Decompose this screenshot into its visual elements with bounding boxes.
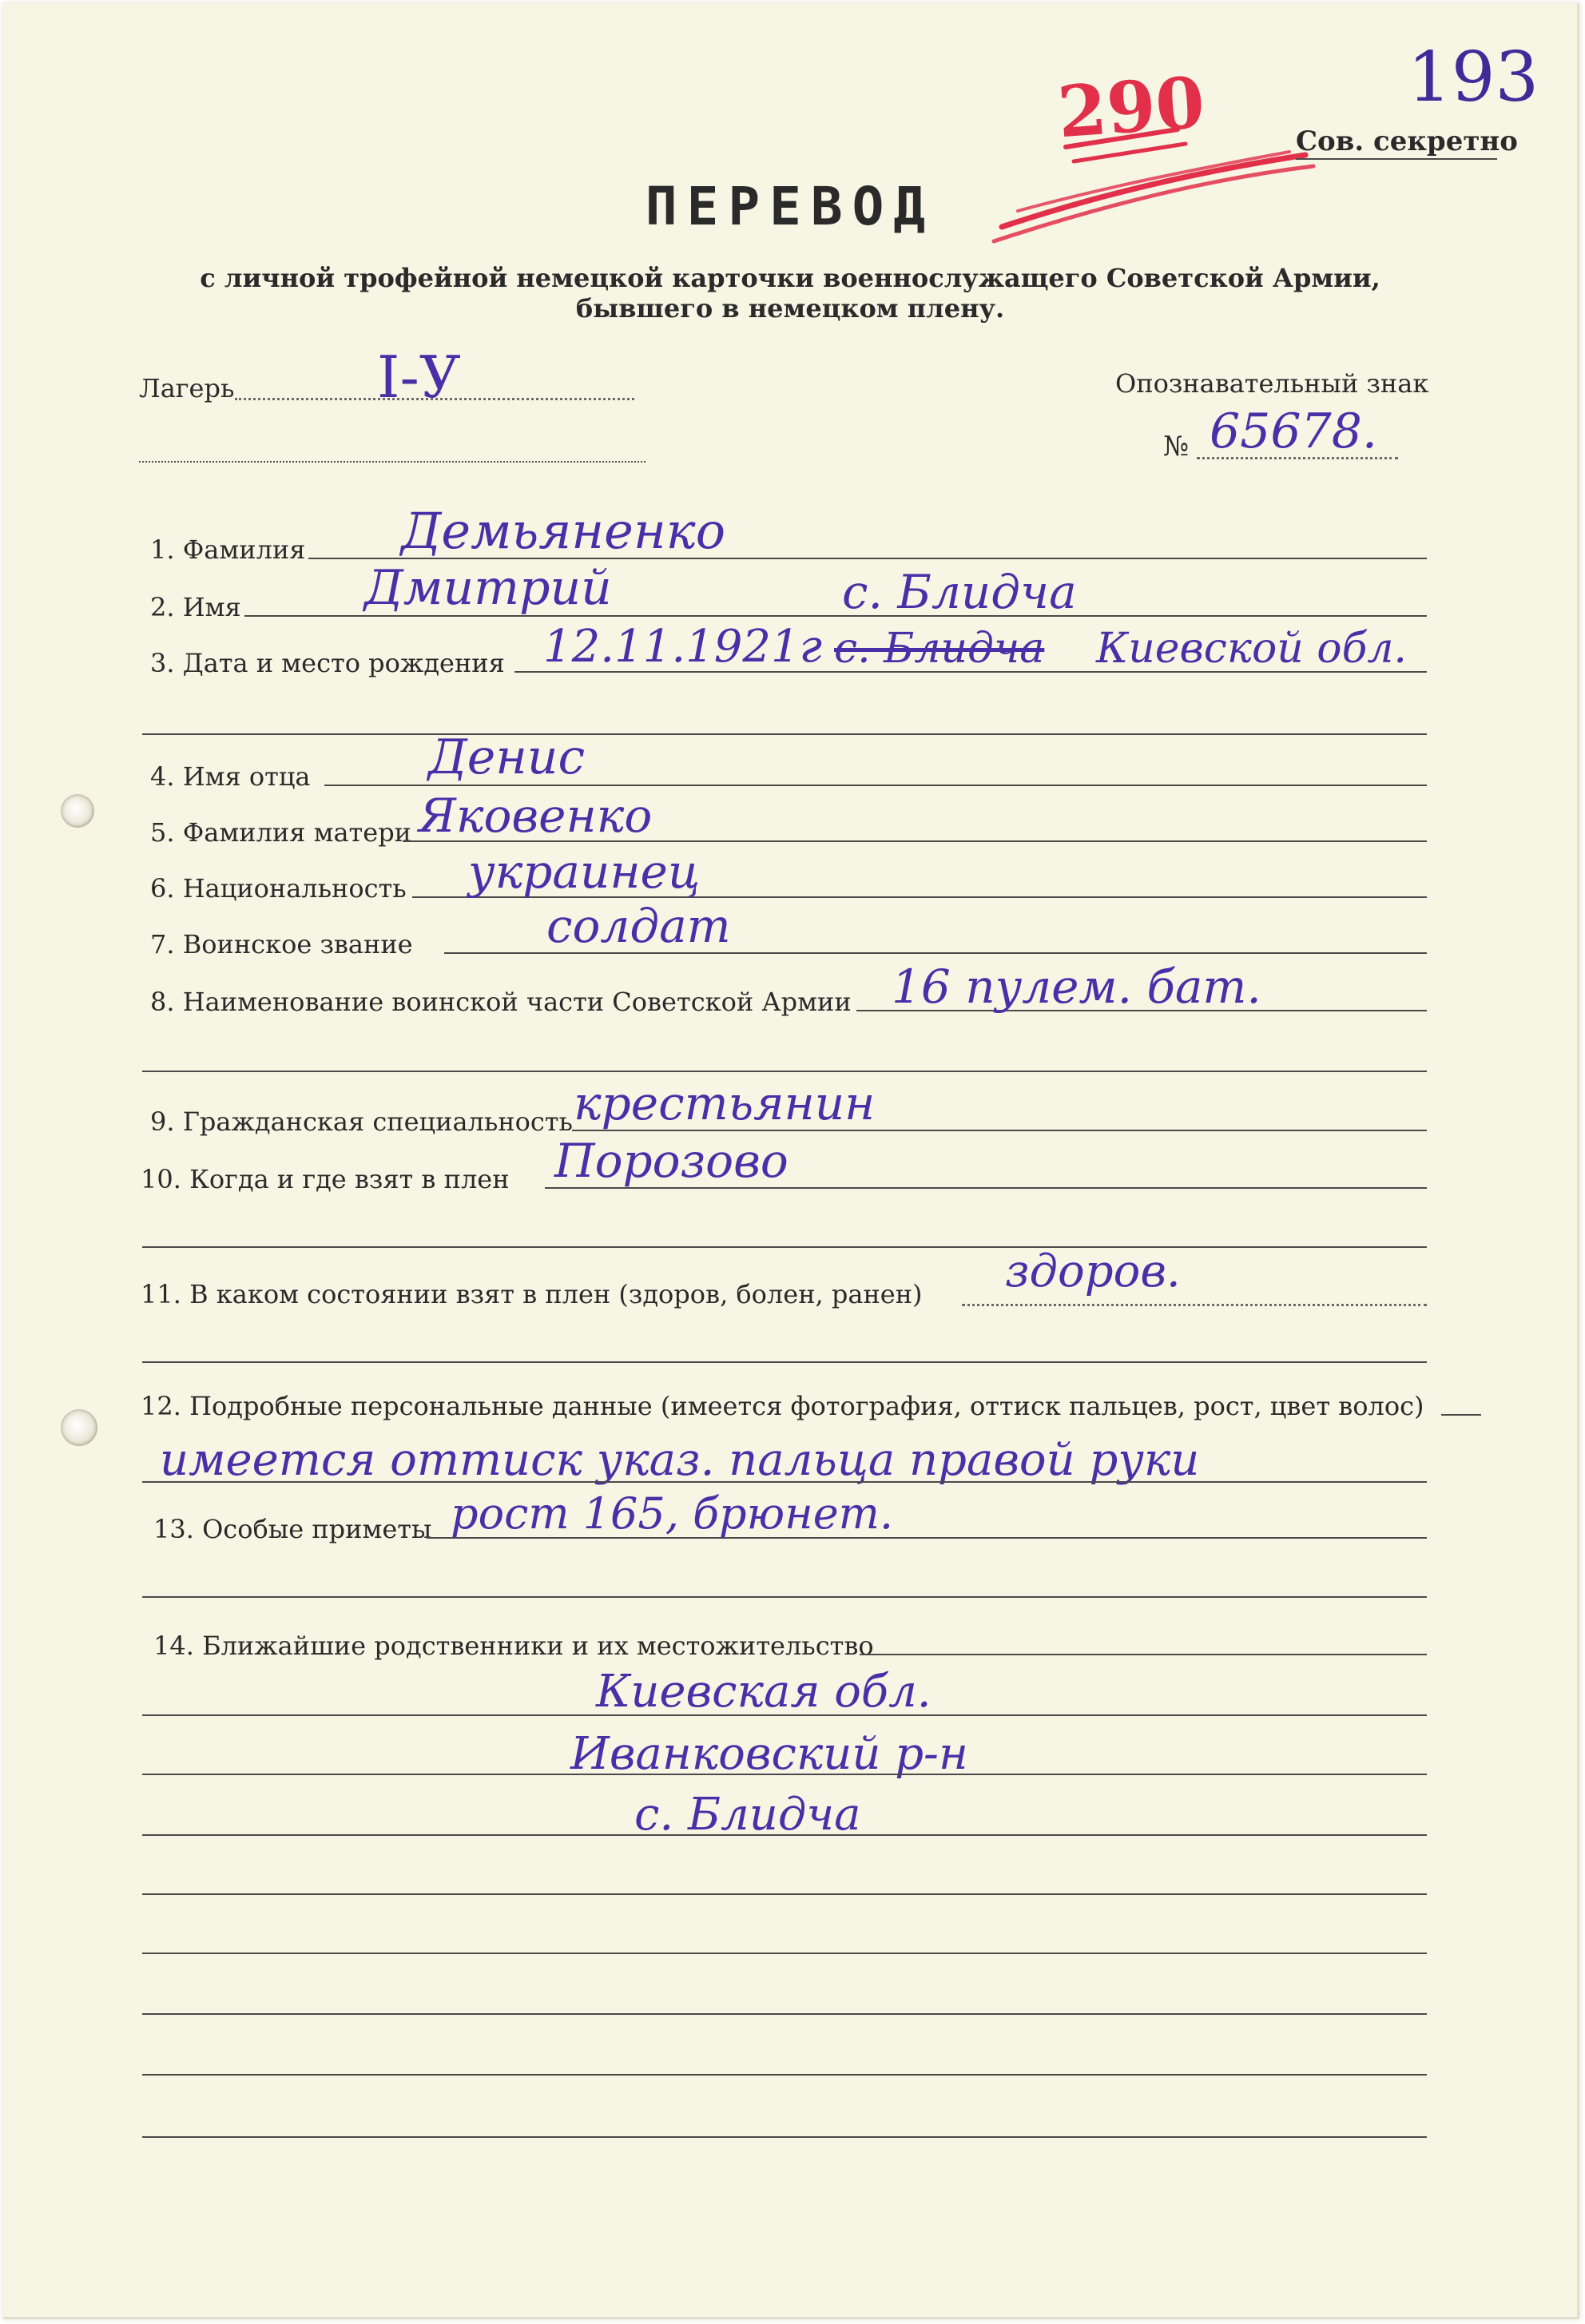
field-features-line-2 bbox=[142, 1596, 1427, 1598]
field-name-extra: с. Блидча bbox=[842, 565, 1077, 619]
field-captured-label: 10. Когда и где взят в плен bbox=[141, 1164, 510, 1194]
punch-hole-top bbox=[61, 794, 94, 828]
relatives-line-6 bbox=[142, 2013, 1427, 2015]
relatives-line-5 bbox=[142, 1953, 1427, 1954]
camp-second-line bbox=[139, 461, 646, 463]
field-birth-place-struck: с. Блидча bbox=[834, 625, 1045, 673]
relatives-line-1 bbox=[142, 1714, 1427, 1716]
document-subtitle-line-1: с личной трофейной немецкой карточки военнослужащего Советской Армии, bbox=[200, 263, 1380, 293]
relatives-line-3 bbox=[142, 1834, 1427, 1836]
field-birth-line-2 bbox=[142, 733, 1427, 735]
page-number: 193 bbox=[1408, 38, 1539, 117]
field-relatives-label: 14. Ближайшие родственники и их местожительство bbox=[153, 1631, 874, 1661]
field-rank-value: солдат bbox=[546, 899, 731, 953]
field-surname-label: 1. Фамилия bbox=[150, 534, 306, 565]
field-birth-label: 3. Дата и место рождения bbox=[150, 648, 505, 678]
field-personal-value: имеется оттиск указ. пальца правой руки bbox=[160, 1434, 1200, 1486]
field-father-value: Денис bbox=[428, 729, 586, 785]
field-nationality-value: украинец bbox=[468, 844, 701, 899]
field-unit-value: 16 пулем. бат. bbox=[892, 959, 1261, 1014]
field-birth-place-extra: Киевской обл. bbox=[1096, 625, 1407, 673]
field-relatives-value-line-3: с. Блидча bbox=[634, 1789, 861, 1841]
field-name-label: 2. Имя bbox=[150, 592, 241, 622]
field-condition-dotted-line bbox=[962, 1304, 1427, 1306]
field-name-value: Дмитрий bbox=[364, 560, 612, 616]
camp-label: Лагерь bbox=[139, 373, 235, 403]
punch-hole-bottom bbox=[61, 1409, 97, 1446]
relatives-line-8 bbox=[142, 2136, 1427, 2138]
field-surname-value: Демьяненко bbox=[401, 502, 726, 560]
field-unit-label: 8. Наименование воинской части Советской Армии bbox=[150, 987, 852, 1017]
relatives-line-7 bbox=[142, 2074, 1427, 2076]
old-number-struck: 290 bbox=[1055, 60, 1208, 154]
field-birth-value: 12.11.1921г bbox=[543, 621, 822, 673]
field-captured-line-2 bbox=[142, 1246, 1427, 1248]
field-condition-line-2 bbox=[142, 1361, 1427, 1363]
field-features-label: 13. Особые приметы bbox=[153, 1514, 432, 1544]
field-features-value: рост 165, брюнет. bbox=[451, 1488, 894, 1539]
field-personal-label: 12. Подробные персональные данные (имеется фотография, оттиск пальцев, рост, цвет волос) bbox=[141, 1391, 1424, 1421]
field-condition-label: 11. В каком состоянии взят в плен (здоров, болен, ранен) bbox=[141, 1279, 923, 1309]
document-page bbox=[3, 3, 1579, 2319]
id-tag-label: Опознавательный знак bbox=[1115, 368, 1429, 399]
field-personal-line-2 bbox=[142, 1481, 1427, 1483]
classification-label: Сов. секретно bbox=[1296, 125, 1518, 157]
field-nationality-label: 6. Национальность bbox=[150, 873, 407, 904]
field-relatives-value-line-2: Иванковский р-н bbox=[570, 1728, 968, 1780]
field-rank-label: 7. Воинское звание bbox=[150, 929, 413, 959]
camp-value: I-У bbox=[377, 344, 461, 411]
field-father-label: 4. Имя отца bbox=[150, 761, 311, 792]
field-profession-value: крестьянин bbox=[574, 1076, 876, 1130]
field-profession-label: 9. Гражданская специальность bbox=[150, 1106, 573, 1137]
field-condition-value: здоров. bbox=[1005, 1245, 1181, 1297]
document-title: ПЕРЕВОД bbox=[645, 176, 936, 237]
id-tag-number-prefix: № bbox=[1163, 431, 1190, 463]
field-relatives-value-line-1: Киевская обл. bbox=[596, 1666, 932, 1718]
relatives-line-4 bbox=[142, 1893, 1427, 1895]
id-tag-value: 65678. bbox=[1210, 403, 1377, 459]
field-captured-value: Порозово bbox=[554, 1134, 789, 1188]
classification-underline bbox=[1296, 158, 1497, 160]
field-relatives-line bbox=[860, 1654, 1427, 1655]
document-subtitle-line-2: бывшего в немецком плену. bbox=[575, 293, 1005, 324]
field-mother-label: 5. Фамилия матери bbox=[150, 817, 411, 848]
field-unit-line-2 bbox=[142, 1071, 1427, 1072]
field-mother-value: Яковенко bbox=[419, 789, 653, 843]
relatives-line-2 bbox=[142, 1774, 1427, 1775]
field-personal-line bbox=[1441, 1414, 1481, 1416]
